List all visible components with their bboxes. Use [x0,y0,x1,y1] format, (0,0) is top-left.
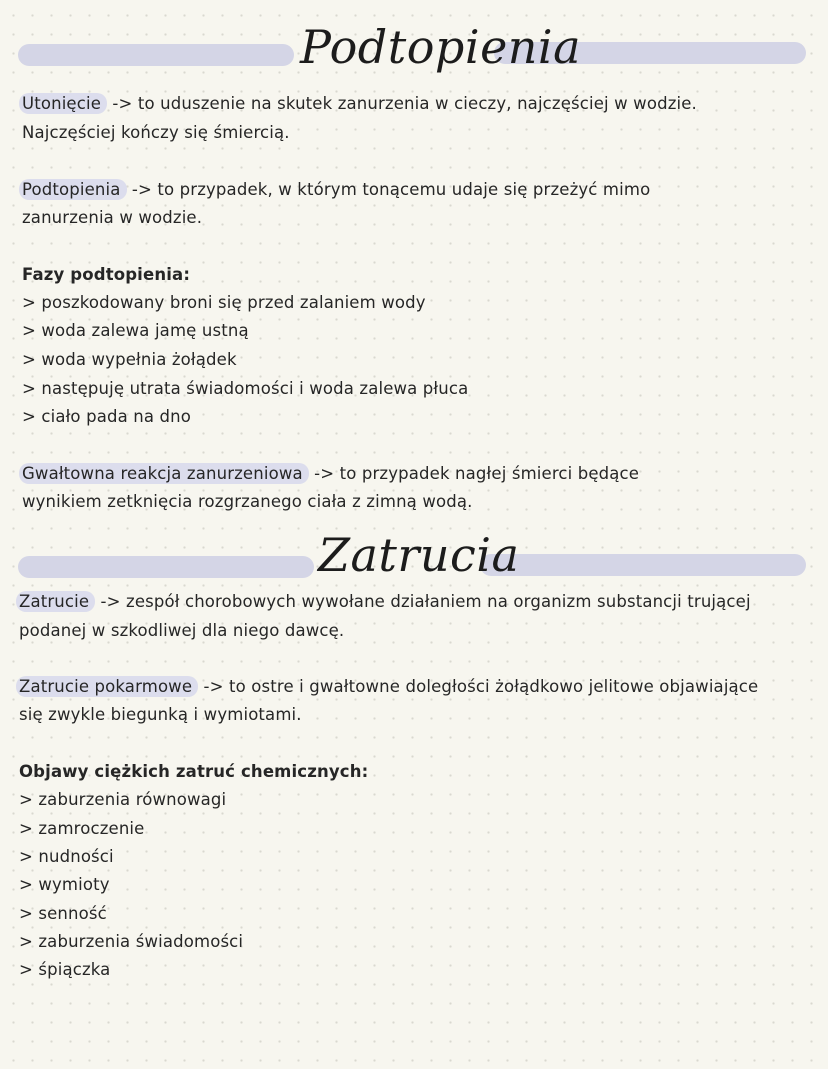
definition-podtopienia [22,179,650,201]
definition-continuation: podanej w szkodliwej dla niego dawcę. [19,621,345,640]
definition-continuation: zanurzenia w wodzie. [22,208,203,227]
phases-title: Fazy podtopienia: [22,265,191,284]
list-item: > zamroczenie [19,819,145,838]
definition-zatrucie-pokarmowe [19,676,758,698]
definition-arrow: -> [107,94,138,113]
list-item: > ciało pada na dno [22,407,191,426]
definition-continuation: się zwykle biegunką i wymiotami. [19,705,302,724]
definition-text: to przypadek, w którym tonącemu udaje się przeżyć mimo [157,180,651,199]
term-highlight: Podtopienia [19,179,127,200]
definition-text: to uduszenie na skutek zanurzenia w cieczy, najczęściej w wodzie. [137,94,697,113]
list-item: > poszkodowany broni się przed zalaniem wody [22,293,426,312]
section-title-zatrucia: Zatrucia [318,528,520,582]
section-title-podtopienia: Podtopienia [300,20,582,74]
definition-arrow: -> [198,677,230,696]
list-item: > wymioty [19,875,110,894]
list-item: > senność [19,904,107,923]
definition-arrow: -> [126,180,158,199]
definition-arrow: -> [95,592,127,611]
symptoms-title: Objawy ciężkich zatruć chemicznych: [19,762,369,781]
term-highlight: Zatrucie [16,591,95,612]
title-bar-left [18,44,294,66]
list-item: > śpiączka [19,960,111,979]
list-item: > woda wypełnia żołądek [22,350,237,369]
list-item: > zaburzenia świadomości [19,932,244,951]
definition-text: zespół chorobowych wywołane działaniem na organizm substancji trującej [126,592,751,611]
definition-zatrucie [19,591,751,613]
term-highlight: Gwałtowna reakcja zanurzeniowa [19,463,309,484]
term-highlight: Utonięcie [19,93,107,114]
list-item: > następuję utrata świadomości i woda zalewa płuca [22,379,469,398]
definition-text: to ostre i gwałtowne doległości żołądkowo jelitowe objawiające [229,677,759,696]
definition-arrow: -> [308,464,340,483]
term-highlight: Zatrucie pokarmowe [16,676,198,697]
list-item: > nudności [19,847,114,866]
definition-continuation: Najczęściej kończy się śmiercią. [22,123,290,142]
title-bar-left [18,556,314,578]
list-item: > zaburzenia równowagi [19,790,227,809]
title-bar-right [480,554,806,576]
list-item: > woda zalewa jamę ustną [22,321,249,340]
definition-gwaltowna-reakcja [22,463,639,485]
definition-text: to przypadek nagłej śmierci będące [339,464,640,483]
definition-continuation: wynikiem zetknięcia rozgrzanego ciała z zimną wodą. [22,492,473,511]
definition-utoniecie [22,93,697,115]
